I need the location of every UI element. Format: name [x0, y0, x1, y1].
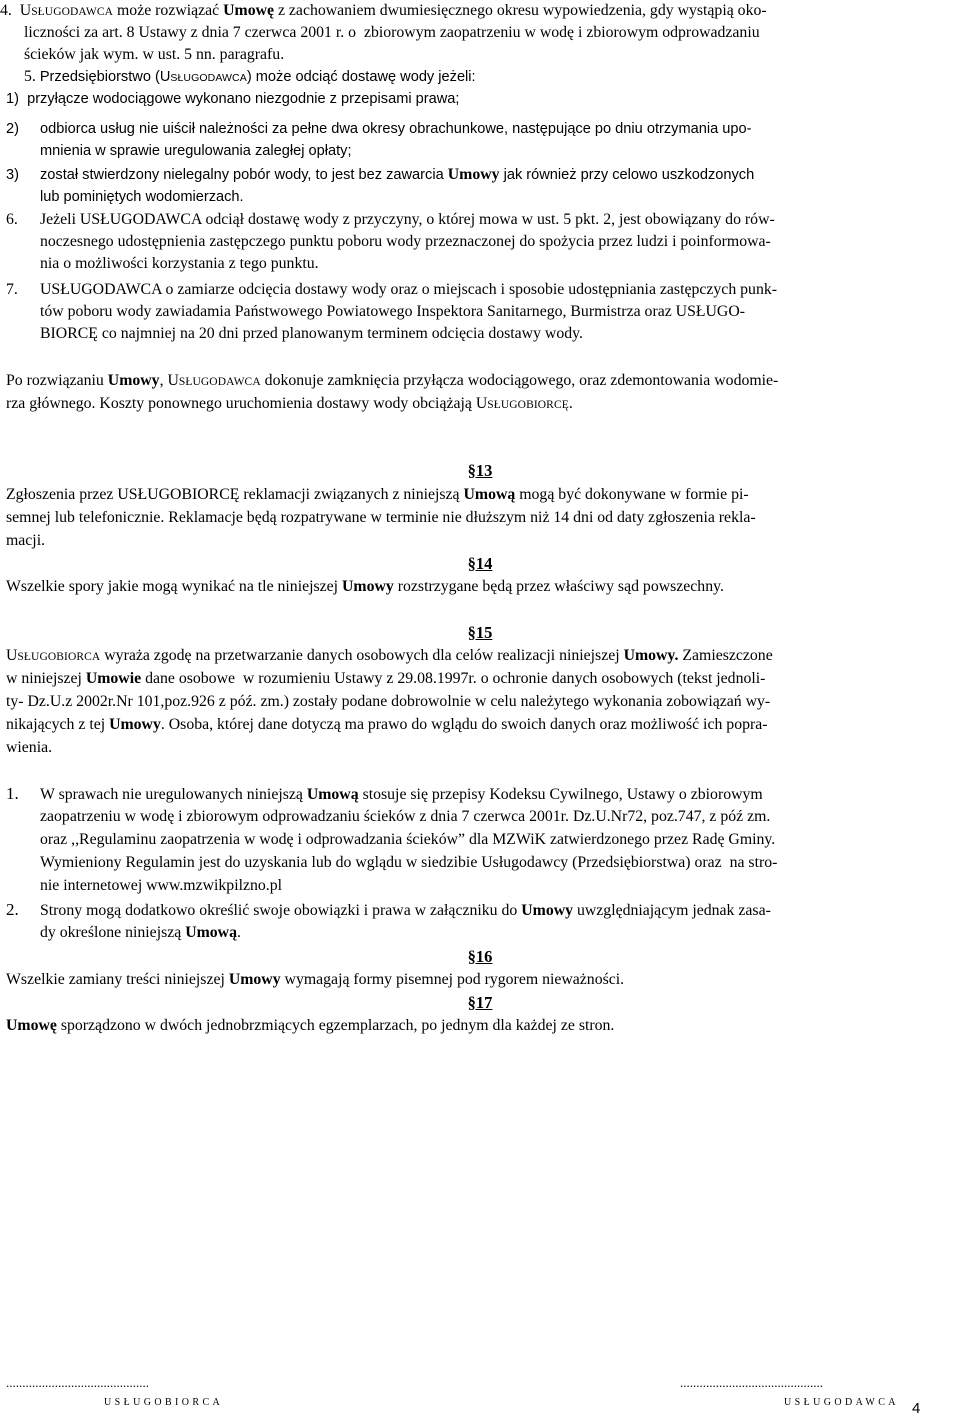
text: Przedsiębiorstwo (U: [39, 69, 171, 85]
item-number: 6.: [6, 211, 18, 228]
p6-line2: noczesnego udostępnienia zastępczego punktu poboru wody przeznaczonej do spożycia przez ludzi i poinformowa-: [40, 233, 771, 250]
final2-line1: [6, 899, 960, 922]
page-number: 4: [912, 1400, 921, 1417]
text: dy określone niniejszą: [40, 924, 186, 941]
p5-line1: [24, 66, 960, 89]
section-16-heading: [0, 946, 960, 969]
p4-line2: liczności za art. 8 Ustawy z dnia 7 czerwca 2001 r. o zbiorowym zaopatrzeniu w wodę i zbiorowym odprowadzaniu: [24, 24, 760, 41]
final2-line2: [40, 922, 960, 944]
after-line1: [6, 370, 960, 393]
p7-line1: [6, 279, 960, 301]
small-caps-text: SŁUGOBIORCA: [17, 651, 101, 663]
s13-line2: semnej lub telefonicznie. Reklamacje będą rozpatrywane w terminie nie dłuższym niż 14 dni od daty zgłoszenia rekla-: [6, 509, 756, 526]
heading-text: §13: [467, 461, 493, 480]
bold-term: Umową: [463, 486, 516, 503]
text: rozstrzygane będą przez właściwy sąd powszechny.: [393, 578, 724, 595]
bold-term: Umowy: [228, 971, 281, 988]
p6-line1: [6, 209, 960, 231]
signature-label-usługobiorca: USŁUGOBIORCA: [104, 1397, 224, 1408]
list-marker: 2): [6, 121, 19, 137]
section-15-heading: [0, 622, 960, 645]
text: Zgłoszenia przez USŁUGOBIORCĘ reklamacji związanych z niniejszą: [6, 486, 464, 503]
final1-line5: nie internetowej www.mzwikpilzno.pl: [40, 877, 283, 894]
section-17-heading: [0, 992, 960, 1015]
p6-line3: nia o możliwości korzystania z tego punktu.: [40, 255, 319, 272]
item-number: 4.: [0, 2, 12, 19]
final1-line4: Wymieniony Regulamin jest do uzyskania lub do wglądu w siedzibie Usługodawcy (Przedsiębiorstwa) oraz na stro-: [40, 854, 778, 871]
p5-item3-line1: [6, 164, 960, 186]
bold-term: Umową: [185, 924, 237, 941]
text: mogą być dokonywane w formie pi-: [515, 486, 749, 503]
signature-line-right: ............................................: [680, 1375, 823, 1390]
text: Zamieszczone: [678, 647, 773, 664]
p5-item2-line2: mnienia w sprawie uregulowania zaległej opłaty;: [40, 143, 352, 159]
p4-line1: [0, 0, 960, 23]
section-13-heading: [0, 460, 960, 483]
after-line2: [6, 393, 960, 416]
text: Jeżeli USŁUGODAWCA odciął dostawę wody z przyczyny, o której mowa w ust. 5 pkt. 2, jest obowiązany do rów-: [40, 211, 775, 228]
final1-line3: oraz ,,Regulaminu zaopatrzenia w wodę i odprowadzania ścieków” dla MZWiK zatwierdzonego przez Radę Gminy.: [40, 831, 776, 848]
text: Po rozwiązaniu: [6, 372, 108, 389]
p5-item2-line1: [6, 118, 960, 140]
text: Wszelkie spory jakie mogą wynikać na tle niniejszej: [6, 578, 343, 595]
text: został stwierdzony nielegalny pobór wody, to jest bez zawarcia: [40, 167, 448, 183]
text: rza głównego. Koszty ponownego uruchomienia dostawy wody obciążają U: [6, 395, 488, 412]
item-number: 1.: [6, 784, 19, 803]
s15-line3: ty- Dz.U.z 2002r.Nr 101,poz.926 z póź. zm.) zostały podane dobrowolnie w celu należytego wykonania zobowiązań wy-: [6, 693, 771, 710]
text: stosuje się przepisy Kodeksu Cywilnego, Ustawy o zbiorowym: [358, 786, 763, 803]
text: .: [237, 924, 241, 941]
text: nikających z tej: [6, 716, 110, 733]
final1-line2: zaopatrzeniu w wodę i zbiorowym odprowadzaniu ścieków z dnia 7 czerwca 2001r. Dz.U.Nr72, poz.747, z póź zm.: [40, 808, 771, 825]
bold-term: Umową: [306, 786, 359, 803]
bold-term: Umowy: [109, 716, 161, 733]
bold-term: Umowy.: [623, 647, 679, 664]
s14-line1: [6, 576, 960, 598]
p7-line2: tów poboru wody zawiadamia Państwowego Powiatowego Inspektora Sanitarnego, Burmistrza oraz USŁUGO-: [40, 303, 745, 320]
bold-term: Umowy: [447, 166, 500, 183]
section-14-heading: [0, 553, 960, 576]
s17-line1: [6, 1015, 960, 1037]
text: U: [19, 2, 32, 19]
item-number: 5.: [24, 68, 36, 85]
heading-text: §16: [467, 947, 493, 966]
text: dokonuje zamknięcia przyłącza wodociągowego, oraz zdemontowania wodomie-: [260, 372, 779, 389]
signature-line-left: ............................................: [6, 1375, 149, 1390]
p5-item1: 1) przyłącze wodociągowe wykonano niezgodnie z przepisami prawa;: [6, 91, 460, 107]
s16-line1: [6, 969, 960, 991]
list-marker: 3): [6, 167, 19, 183]
s15-line1: [6, 645, 960, 668]
text: wyraża zgodę na przetwarzanie danych osobowych dla celów realizacji niniejszej: [100, 647, 624, 664]
signature-label-usługodawca: USŁUGODAWCA: [784, 1397, 899, 1408]
s15-line2: [6, 668, 960, 690]
p5-item3-line2: lub pominiętych wodomierzach.: [40, 189, 244, 205]
small-caps-text: SŁUGODAWCA: [178, 376, 261, 388]
text: jak również przy celowo uszkodzonych: [499, 167, 755, 183]
text: , U: [159, 372, 179, 389]
text: . Osoba, której dane dotyczą ma prawo do wglądu do swoich danych oraz możliwość ich popra-: [160, 716, 768, 733]
heading-text: §17: [467, 993, 493, 1012]
text: USŁUGODAWCA o zamiarze odcięcia dostawy wody oraz o miejscach i sposobie udostępniania zastępczych punk-: [40, 281, 778, 298]
bold-term: Umowy: [342, 578, 394, 595]
bold-term: Umowie: [85, 670, 142, 687]
small-caps-text: SŁUGODAWCA: [170, 72, 247, 84]
bold-term: Umowę: [6, 1017, 57, 1034]
text: z zachowaniem dwumiesięcznego okresu wypowiedzenia, gdy wystąpią oko-: [274, 2, 767, 19]
small-caps-text: SŁUGODAWCA: [31, 6, 114, 18]
bold-term: Umowę: [223, 2, 275, 19]
text: sporządzono w dwóch jednobrzmiących egzemplarzach, po jednym dla każdej ze stron.: [56, 1017, 615, 1034]
text: uwzględniającym jednak zasa-: [573, 902, 771, 919]
heading-text: §14: [467, 554, 493, 573]
text: .: [568, 395, 573, 412]
text: ) może odciąć dostawę wody jeżeli:: [246, 69, 476, 85]
heading-text: §15: [467, 623, 493, 642]
final1-line1: [6, 783, 960, 806]
item-number: 7.: [6, 281, 18, 298]
text: W sprawach nie uregulowanych niniejszą: [40, 786, 307, 803]
bold-term: Umowy: [107, 372, 160, 389]
p4-line3: ścieków jak wym. w ust. 5 nn. paragrafu.: [24, 46, 285, 63]
s13-line3: macji.: [6, 532, 46, 549]
s15-line4: [6, 714, 960, 736]
text: odbiorca usług nie uiścił należności za pełne dwa okresy obrachunkowe, następujące po dniu otrzymania upo-: [40, 121, 752, 137]
text: dane osobowe w rozumieniu Ustawy z 29.08.1997r. o ochronie danych osobowych (tekst jednoli-: [141, 670, 766, 687]
text: Wszelkie zamiany treści niniejszej: [6, 971, 229, 988]
bold-term: Umowy: [521, 902, 574, 919]
text: U: [6, 647, 18, 664]
s13-line1: [6, 484, 960, 506]
text: w niniejszej: [6, 670, 86, 687]
text: wymagają formy pisemnej pod rygorem nieważności.: [280, 971, 625, 988]
text: może rozwiązać: [113, 2, 224, 19]
text: Strony mogą dodatkowo określić swoje obowiązki i prawa w załączniku do: [40, 902, 522, 919]
small-caps-text: SŁUGOBIORCĘ: [487, 399, 569, 411]
s15-line5: wienia.: [6, 739, 53, 756]
item-number: 2.: [6, 900, 19, 919]
p7-line3: BIORCĘ co najmniej na 20 dni przed planowanym terminem odcięcia dostawy wody.: [40, 325, 583, 342]
